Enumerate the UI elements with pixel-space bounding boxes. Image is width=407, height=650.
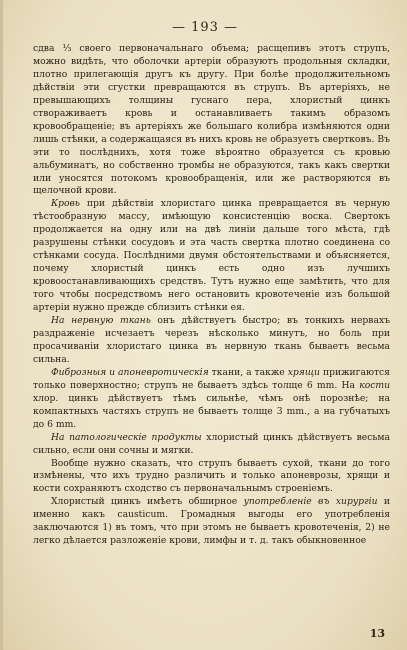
paragraph — [33, 432, 390, 458]
italic-term: На патологическіе продукты — [51, 431, 202, 443]
paragraph — [33, 367, 390, 432]
paragraph-text: при дѣйствіи хлористаго цинка превращается въ черную тѣстообразную массу, имѣющую консистенцію воска. Свертокъ продолжается на одну или на двѣ линіи дальше того мѣста, гдѣ разрушены стѣнки сосудовъ и эта часть свертка плотно соединена со стѣнками сосуда. Послѣдними двумя обстоятельствами и объясняется, почему хлористый цинкъ есть одно изъ лучшихъ кровоостанавливающихъ средствъ. Тутъ нужно еще замѣтить, что для того чтобы посредствомъ него остановить кровотеченіе изъ большой артеріи нужно прежде сблизить стѣнки ея. — [33, 198, 390, 314]
paragraph — [33, 458, 390, 497]
paragraph-text: Вообще нужно сказать, что струпъ бываетъ сухой, ткани до того измѣнены, что ихъ трудно различить и только апоневрозы, хрящи и кости сохраняютъ сходство съ первоначальнымъ строеніемъ. — [33, 457, 390, 495]
italic-term: Фиброзныя и апоневротическія — [51, 366, 209, 378]
italic-term: Кровь — [51, 198, 80, 210]
paragraph-text: прижигаются только поверхностно; струпъ не бываетъ здѣсь толще 6 mm. На — [33, 366, 390, 391]
paragraph-text: сдва ⅓ своего первоначальнаго объема; расщепивъ этотъ струпъ, можно видѣть, что оболочки артеріи образуютъ продольныя складки, плотно прилегающія другъ къ другу. При болѣе продолжительномъ дѣйствіи эти сгустки превращаются въ струпъ. Въ артеріяхъ, не превышающихъ толщины гуснаго пера, хлористый цинкъ створаживаетъ кровь и останавливаетъ такимъ образомъ кровообращеніе; въ артеріяхъ же большаго колибра измѣняются одни лишь стѣнки, а содержащаяся въ нихъ кровь не образуетъ свертковъ. Въ эти то послѣднихъ, хотя тоже вѣроятно образуется съ кровью альбуминатъ, но собственно тромбы не образуются, такъ какъ свертки или уносятся потокомъ кровообращенія, или же растворяются въ щелочной крови. — [33, 43, 390, 197]
paragraph — [33, 315, 390, 367]
page-number: — 193 — — [171, 20, 239, 35]
paragraph-text: хлористый цинкъ дѣйствуетъ весьма сильно, если они сочны и мягки. — [33, 431, 390, 456]
paragraph-text: ткани, а также — [208, 366, 288, 378]
body-text — [33, 43, 390, 548]
paragraph-text: хлор. цинкъ дѣйствуетъ тѣмъ сильнѣе, чѣмъ онѣ порознѣе; на компактныхъ частяхъ струпъ не бываетъ толще 3 mm., а на губчатыхъ до 6 mm. — [33, 392, 390, 430]
paragraph — [33, 198, 390, 315]
paragraph-text: Хлористый цинкъ имѣетъ обширное — [51, 496, 244, 508]
paragraph — [33, 43, 390, 198]
italic-term: кости — [359, 379, 390, 391]
italic-term: На нервную ткань — [51, 315, 151, 327]
paragraph — [33, 496, 390, 548]
paragraph-text: и именно какъ causticum. Громадныя выгоды его употребленія заключаются 1) въ томъ, что при этомъ не бываетъ кровотеченія, 2) не легко дѣлается разложеніе крови, лимфы и т. д. такъ обыкновенное — [33, 496, 390, 547]
italic-term: хрящи — [287, 366, 320, 378]
paragraph-text: онъ дѣйствуетъ быстро; въ тонкихъ нервахъ раздраженіе исчезаетъ черезъ нѣсколько минутъ, но боль при просачиваніи хлористаго цинка въ нервную ткань бываетъ весьма сильна. — [33, 315, 390, 365]
signature-mark: 13 — [369, 627, 385, 640]
italic-term: употребленіе въ хирургіи — [243, 496, 378, 508]
